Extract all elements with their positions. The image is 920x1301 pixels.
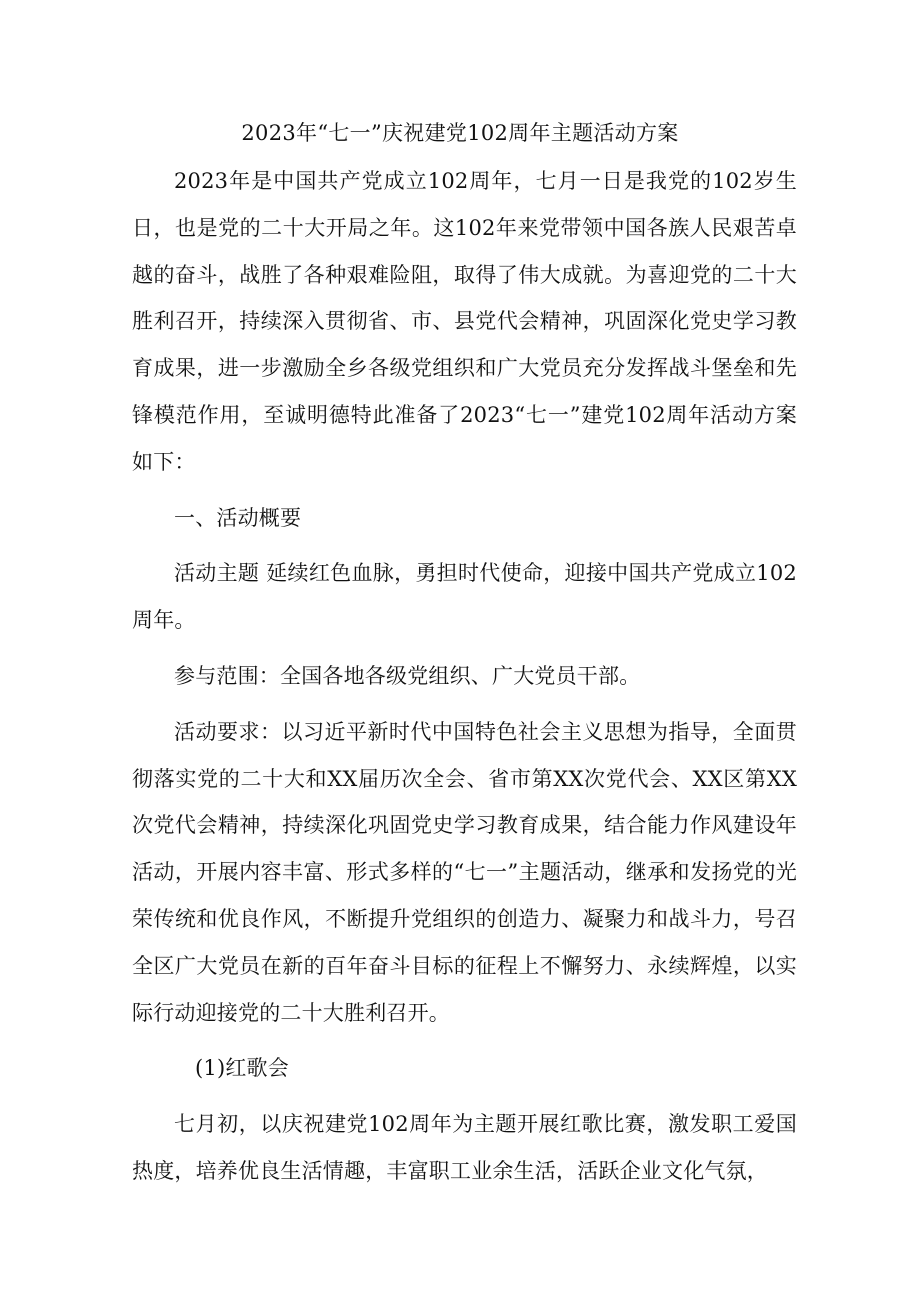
section-heading-overview: 一、活动概要 (174, 505, 302, 530)
intro-paragraph: 2023年是中国共产党成立102周年，七月一日是我党的102岁生日，也是党的二十大开局之年。这102年来党带领中国各族人民艰苦卓越的奋斗，战胜了各种艰难险阻，取得了伟大成就。为喜迎党的二十大胜利召开，持续深入贯彻省、市、县党代会精神，巩固深化党史学习教育成果，进一步激励全乡各级党组织和广大党员充分发挥战斗堡垒和先锋模范作用，至诚明德特此准备了2023“七一”建党102周年活动方案如下： (132, 169, 797, 474)
activity-theme-paragraph: 活动主题 延续红色血脉，勇担时代使命，迎接中国共产党成立102周年。 (132, 561, 797, 633)
subsection-heading-red-song: (1)红歌会 (195, 1056, 289, 1081)
document-body (132, 158, 797, 1195)
document-title: 2023年“七一”庆祝建党102周年主题活动方案 (241, 121, 679, 145)
participation-scope-paragraph: 参与范围：全国各地各级党组织、广大党员干部。 (174, 663, 641, 688)
red-song-paragraph: 七月初，以庆祝建党102周年为主题开展红歌比赛，激发职工爱国热度，培养优良生活情趣，丰富职工业余生活，活跃企业文化气氛， (132, 1112, 797, 1183)
activity-requirements-paragraph: 活动要求：以习近平新时代中国特色社会主义思想为指导，全面贯彻落实党的二十大和XX届历次全会、省市第XX次党代会、XX区第XX次党代会精神，持续深化巩固党史学习教育成果，结合能力作风建设年活动，开展内容丰富、形式多样的“七一”主题活动，继承和发扬党的光荣传统和优良作风，不断提升党组织的创造力、凝聚力和战斗力，号召全区广大党员在新的百年奋斗目标的征程上不懈努力、永续辉煌，以实际行动迎接党的二十大胜利召开。 (132, 719, 797, 1025)
